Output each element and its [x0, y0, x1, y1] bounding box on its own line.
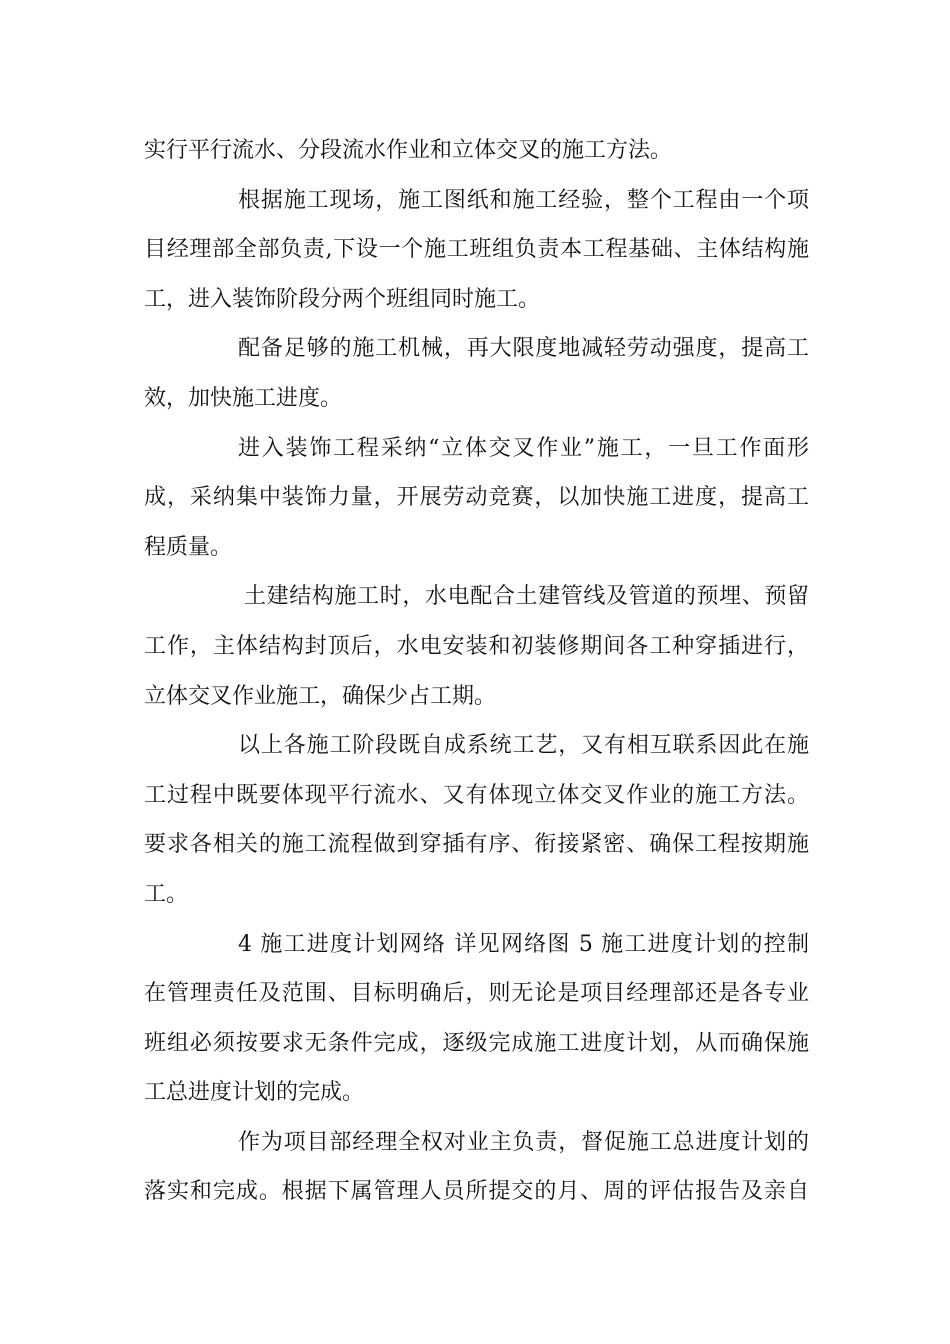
text-line-17: 4 施工进度计划网络 详见网络图 5 施工进度计划的控制 — [238, 931, 809, 957]
text-line-10: 土建结构施工时，水电配合土建管线及管道的预埋、预留 — [244, 584, 809, 610]
text-line-15: 要求各相关的施工流程做到穿插有序、衔接紧密、确保工程按期施 — [144, 832, 809, 858]
text-line-16: 工。 — [144, 881, 189, 907]
text-line-4: 工，进入装饰阶段分两个班组同时施工。 — [144, 286, 541, 312]
text-line-13: 以上各施工阶段既自成系统工艺，又有相互联系因此在施 — [238, 733, 809, 759]
text-line-21: 作为项目部经理全权对业主负责，督促施工总进度计划的 — [238, 1129, 809, 1155]
text-line-18: 在管理责任及范围、目标明确后，则无论是项目经理部还是各专业 — [144, 981, 809, 1007]
text-line-2: 根据施工现场，施工图纸和施工经验，整个工程由一个项 — [238, 187, 809, 213]
text-line-7: 进入装饰工程采纳“立体交叉作业”施工，一旦工作面形 — [238, 435, 809, 461]
text-line-1: 实行平行流水、分段流水作业和立体交叉的施工方法。 — [144, 138, 673, 163]
text-line-6: 效，加快施工进度。 — [144, 385, 343, 411]
document-body — [144, 126, 809, 1217]
text-line-20: 工总进度计划的完成。 — [144, 1080, 365, 1106]
text-line-3: 目经理部全部负责,下设一个施工班组负责本工程基础、主体结构施 — [144, 237, 809, 263]
text-line-19: 班组必须按要求无条件完成，逐级完成施工进度计划，从而确保施 — [144, 1030, 809, 1056]
text-line-11: 工作，主体结构封顶后，水电安装和初装修期间各工种穿插进行， — [144, 633, 809, 659]
text-line-22: 落实和完成。根据下属管理人员所提交的月、周的评估报告及亲自 — [144, 1179, 809, 1205]
text-line-5: 配备足够的施工机械，再大限度地减轻劳动强度，提高工 — [238, 336, 809, 362]
text-line-14: 工过程中既要体现平行流水、又有体现立体交叉作业的施工方法。 — [144, 782, 809, 808]
text-line-8: 成，采纳集中装饰力量，开展劳动竞赛，以加快施工进度，提高工 — [144, 485, 809, 511]
text-line-9: 程质量。 — [144, 534, 233, 560]
text-line-12: 立体交叉作业施工，确保少占工期。 — [144, 683, 497, 709]
